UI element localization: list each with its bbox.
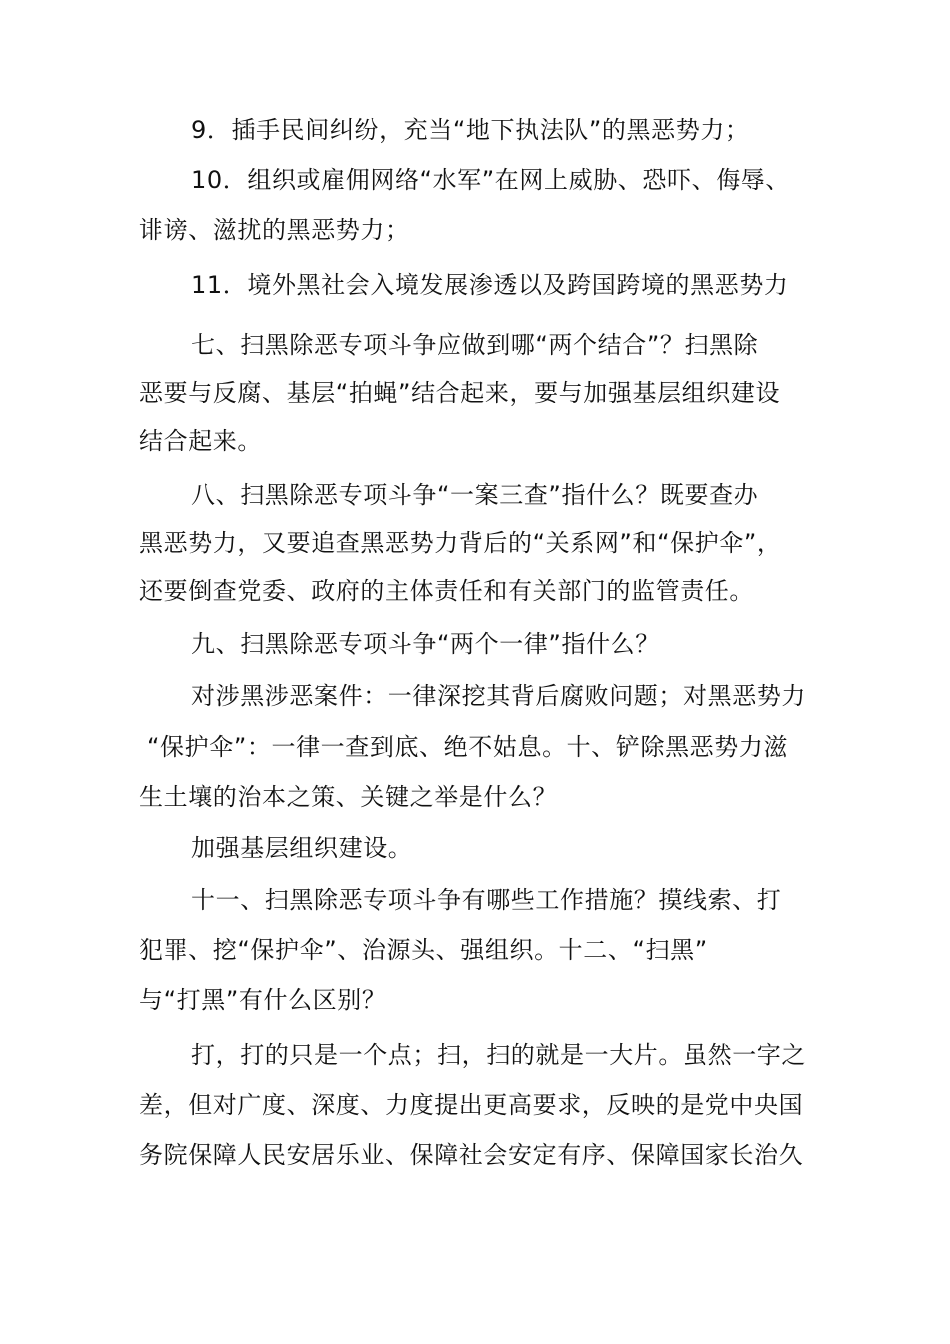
- text-line: 10．组织或雇佣网络“水军”在网上威胁、恐吓、侮辱、: [191, 166, 791, 194]
- text-line: 打，打的只是一个点；扫，扫的就是一大片。虽然一字之: [191, 1041, 806, 1069]
- text-line: 黑恶势力，又要追查黑恶势力背后的“关系网”和“保护伞”，: [139, 529, 782, 557]
- paragraph-heading: 七、扫黑除恶专项斗争应做到哪“两个结合”？扫黑除: [191, 331, 759, 359]
- text-line: 务院保障人民安居乐业、保障社会安定有序、保障国家长治久: [139, 1141, 804, 1169]
- paragraph-heading: 八、扫黑除恶专项斗争“一案三查”指什么？既要查办: [191, 481, 759, 509]
- text-line: 恶要与反腐、基层“拍蝇”结合起来，要与加强基层组织建设: [139, 379, 781, 407]
- text-line: 11．境外黑社会入境发展渗透以及跨国跨境的黑恶势力: [191, 271, 789, 299]
- text-line: 生土壤的治本之策、关键之举是什么？: [139, 783, 558, 811]
- text-line: 加强基层组织建设。: [191, 834, 413, 862]
- paragraph-heading: 九、扫黑除恶专项斗争“两个一律”指什么？: [191, 630, 660, 658]
- text-line: 9．插手民间纠纷，充当“地下执法队”的黑恶势力；: [191, 116, 750, 144]
- text-line: 犯罪、挖“保护伞”、治源头、强组织。十二、“扫黑”: [139, 936, 708, 964]
- text-line: 与“打黑”有什么区别？: [139, 986, 387, 1014]
- text-line: 诽谤、滋扰的黑恶势力；: [139, 216, 410, 244]
- text-line: 差，但对广度、深度、力度提出更高要求，反映的是党中央国: [139, 1091, 804, 1119]
- text-line: 还要倒查党委、政府的主体责任和有关部门的监管责任。: [139, 577, 754, 605]
- text-line: 对涉黑涉恶案件：一律深挖其背后腐败问题；对黑恶势力: [191, 682, 806, 710]
- text-line: “保护伞”：一律一查到底、绝不姑息。十、铲除黑恶势力滋: [147, 733, 789, 761]
- paragraph-heading: 十一、扫黑除恶专项斗争有哪些工作措施？摸线索、打: [191, 886, 782, 914]
- text-line: 结合起来。: [139, 427, 262, 455]
